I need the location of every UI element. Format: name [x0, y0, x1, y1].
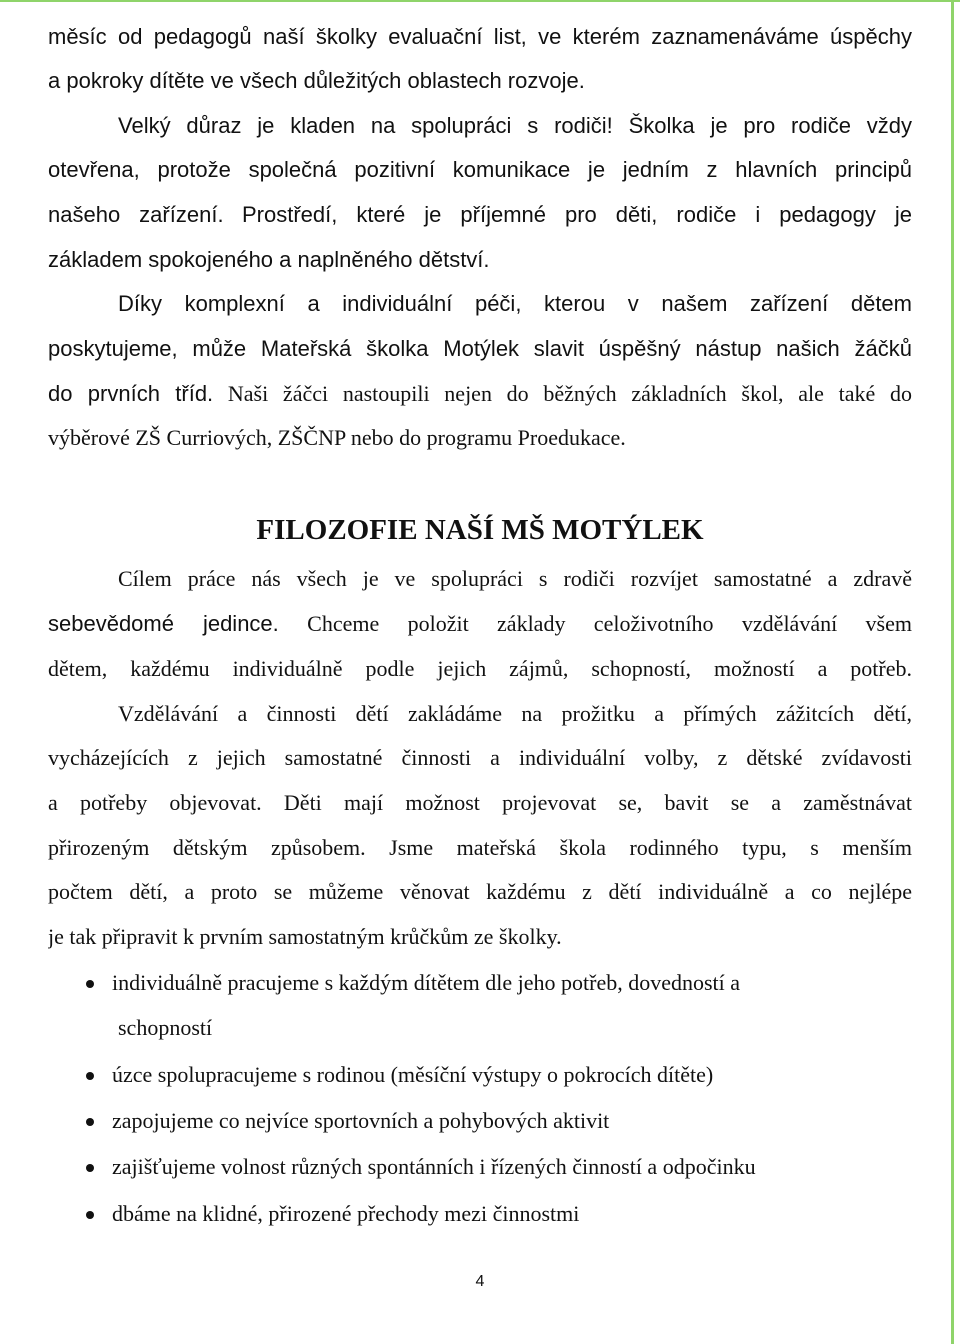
care-line-1: Díky komplexní a individuální péči, kterou v našem zařízení dětem: [118, 291, 912, 316]
philosophy-p2-line-4: přirozeným dětským způsobem. Jsme mateřská škola rodinného typu, s menším: [48, 835, 912, 860]
list-item: zajišťujeme volnost různých spontánních i řízených činností a odpočinku: [112, 1154, 756, 1179]
list-item: zapojujeme co nejvíce sportovních a pohybových aktivit: [112, 1108, 610, 1133]
list-item: úzce spolupracujeme s rodinou (měsíční výstupy o pokrocích dítěte): [112, 1062, 714, 1087]
intro-line-1: měsíc od pedagogů naší školky evaluační list, ve kterém zaznamenáváme úspěchy: [48, 24, 912, 49]
bullet-dot-icon: [86, 1164, 94, 1172]
bullet-dot-icon: [86, 980, 94, 988]
page-border-top: [0, 0, 960, 2]
philosophy-p1-line-3: dětem, každému individuálně podle jejich zájmů, schopností, možností a potřeb.: [48, 656, 912, 681]
cooperation-line-3: [48, 200, 912, 230]
bullet-dot-icon: [86, 1211, 94, 1219]
page-border-right: [951, 0, 954, 1344]
philosophy-p2-line-2: vycházejících z jejich samostatné činnosti a individuální volby, z dětské zvídavosti: [48, 745, 912, 770]
cooperation-line-3-b: Prostředí, které je příjemné pro děti, rodiče i pedagogy je: [241, 202, 912, 227]
care-line-4: výběrové ZŠ Curriových, ZŠČNP nebo do programu Proedukace.: [48, 425, 626, 450]
philosophy-p1-line-2-a: sebevědomé jedince.: [48, 611, 279, 636]
care-line-2: poskytujeme, může Mateřská školka Motýlek slavit úspěšný nástup našich žáčků: [48, 336, 912, 361]
philosophy-heading: FILOZOFIE NAŠÍ MŠ MOTÝLEK: [256, 514, 704, 546]
list-item: dbáme na klidné, přirozené přechody mezi činnostmi: [112, 1201, 580, 1226]
philosophy-p2-line-5: počtem dětí, a proto se můžeme věnovat každému z dětí individuálně a co nejlépe: [48, 879, 912, 904]
list-item-continuation: schopností: [118, 1015, 213, 1040]
cooperation-line-1: Velký důraz je kladen na spolupráci s rodiči! Školka je pro rodiče vždy: [118, 113, 912, 138]
cooperation-line-2: otevřena, protože společná pozitivní komunikace je jedním z hlavních principů: [48, 157, 912, 182]
care-line-3: [48, 379, 912, 409]
philosophy-p1-line-2: [48, 609, 912, 639]
bullet-dot-icon: [86, 1072, 94, 1080]
cooperation-line-4: základem spokojeného a naplněného dětství.: [48, 247, 490, 272]
philosophy-p1-line-1: Cílem práce nás všech je ve spolupráci s rodiči rozvíjet samostatné a zdravě: [118, 566, 912, 591]
page-number: 4: [475, 1273, 485, 1290]
intro-line-2: a pokroky dítěte ve všech důležitých oblastech rozvoje.: [48, 68, 585, 93]
philosophy-p2-line-6: je tak připravit k prvním samostatným krůčkům ze školky.: [48, 924, 562, 949]
care-line-3-a: do prvních tříd.: [48, 381, 214, 406]
philosophy-p2-line-1: Vzdělávání a činnosti dětí zakládáme na prožitku a přímých zážitcích dětí,: [118, 701, 912, 726]
care-line-3-b: Naši žáčci nastoupili nejen do běžných základních škol, ale také do: [227, 381, 912, 406]
philosophy-p2-line-3: a potřeby objevovat. Děti mají možnost projevovat se, bavit se a zaměstnávat: [48, 790, 912, 815]
bullet-dot-icon: [86, 1118, 94, 1126]
cooperation-line-3-a: našeho zařízení.: [48, 202, 224, 227]
philosophy-p1-line-2-b: Chceme položit základy celoživotního vzdělávání všem: [307, 611, 912, 636]
list-item: individuálně pracujeme s každým dítětem dle jeho potřeb, dovedností a: [112, 970, 741, 995]
